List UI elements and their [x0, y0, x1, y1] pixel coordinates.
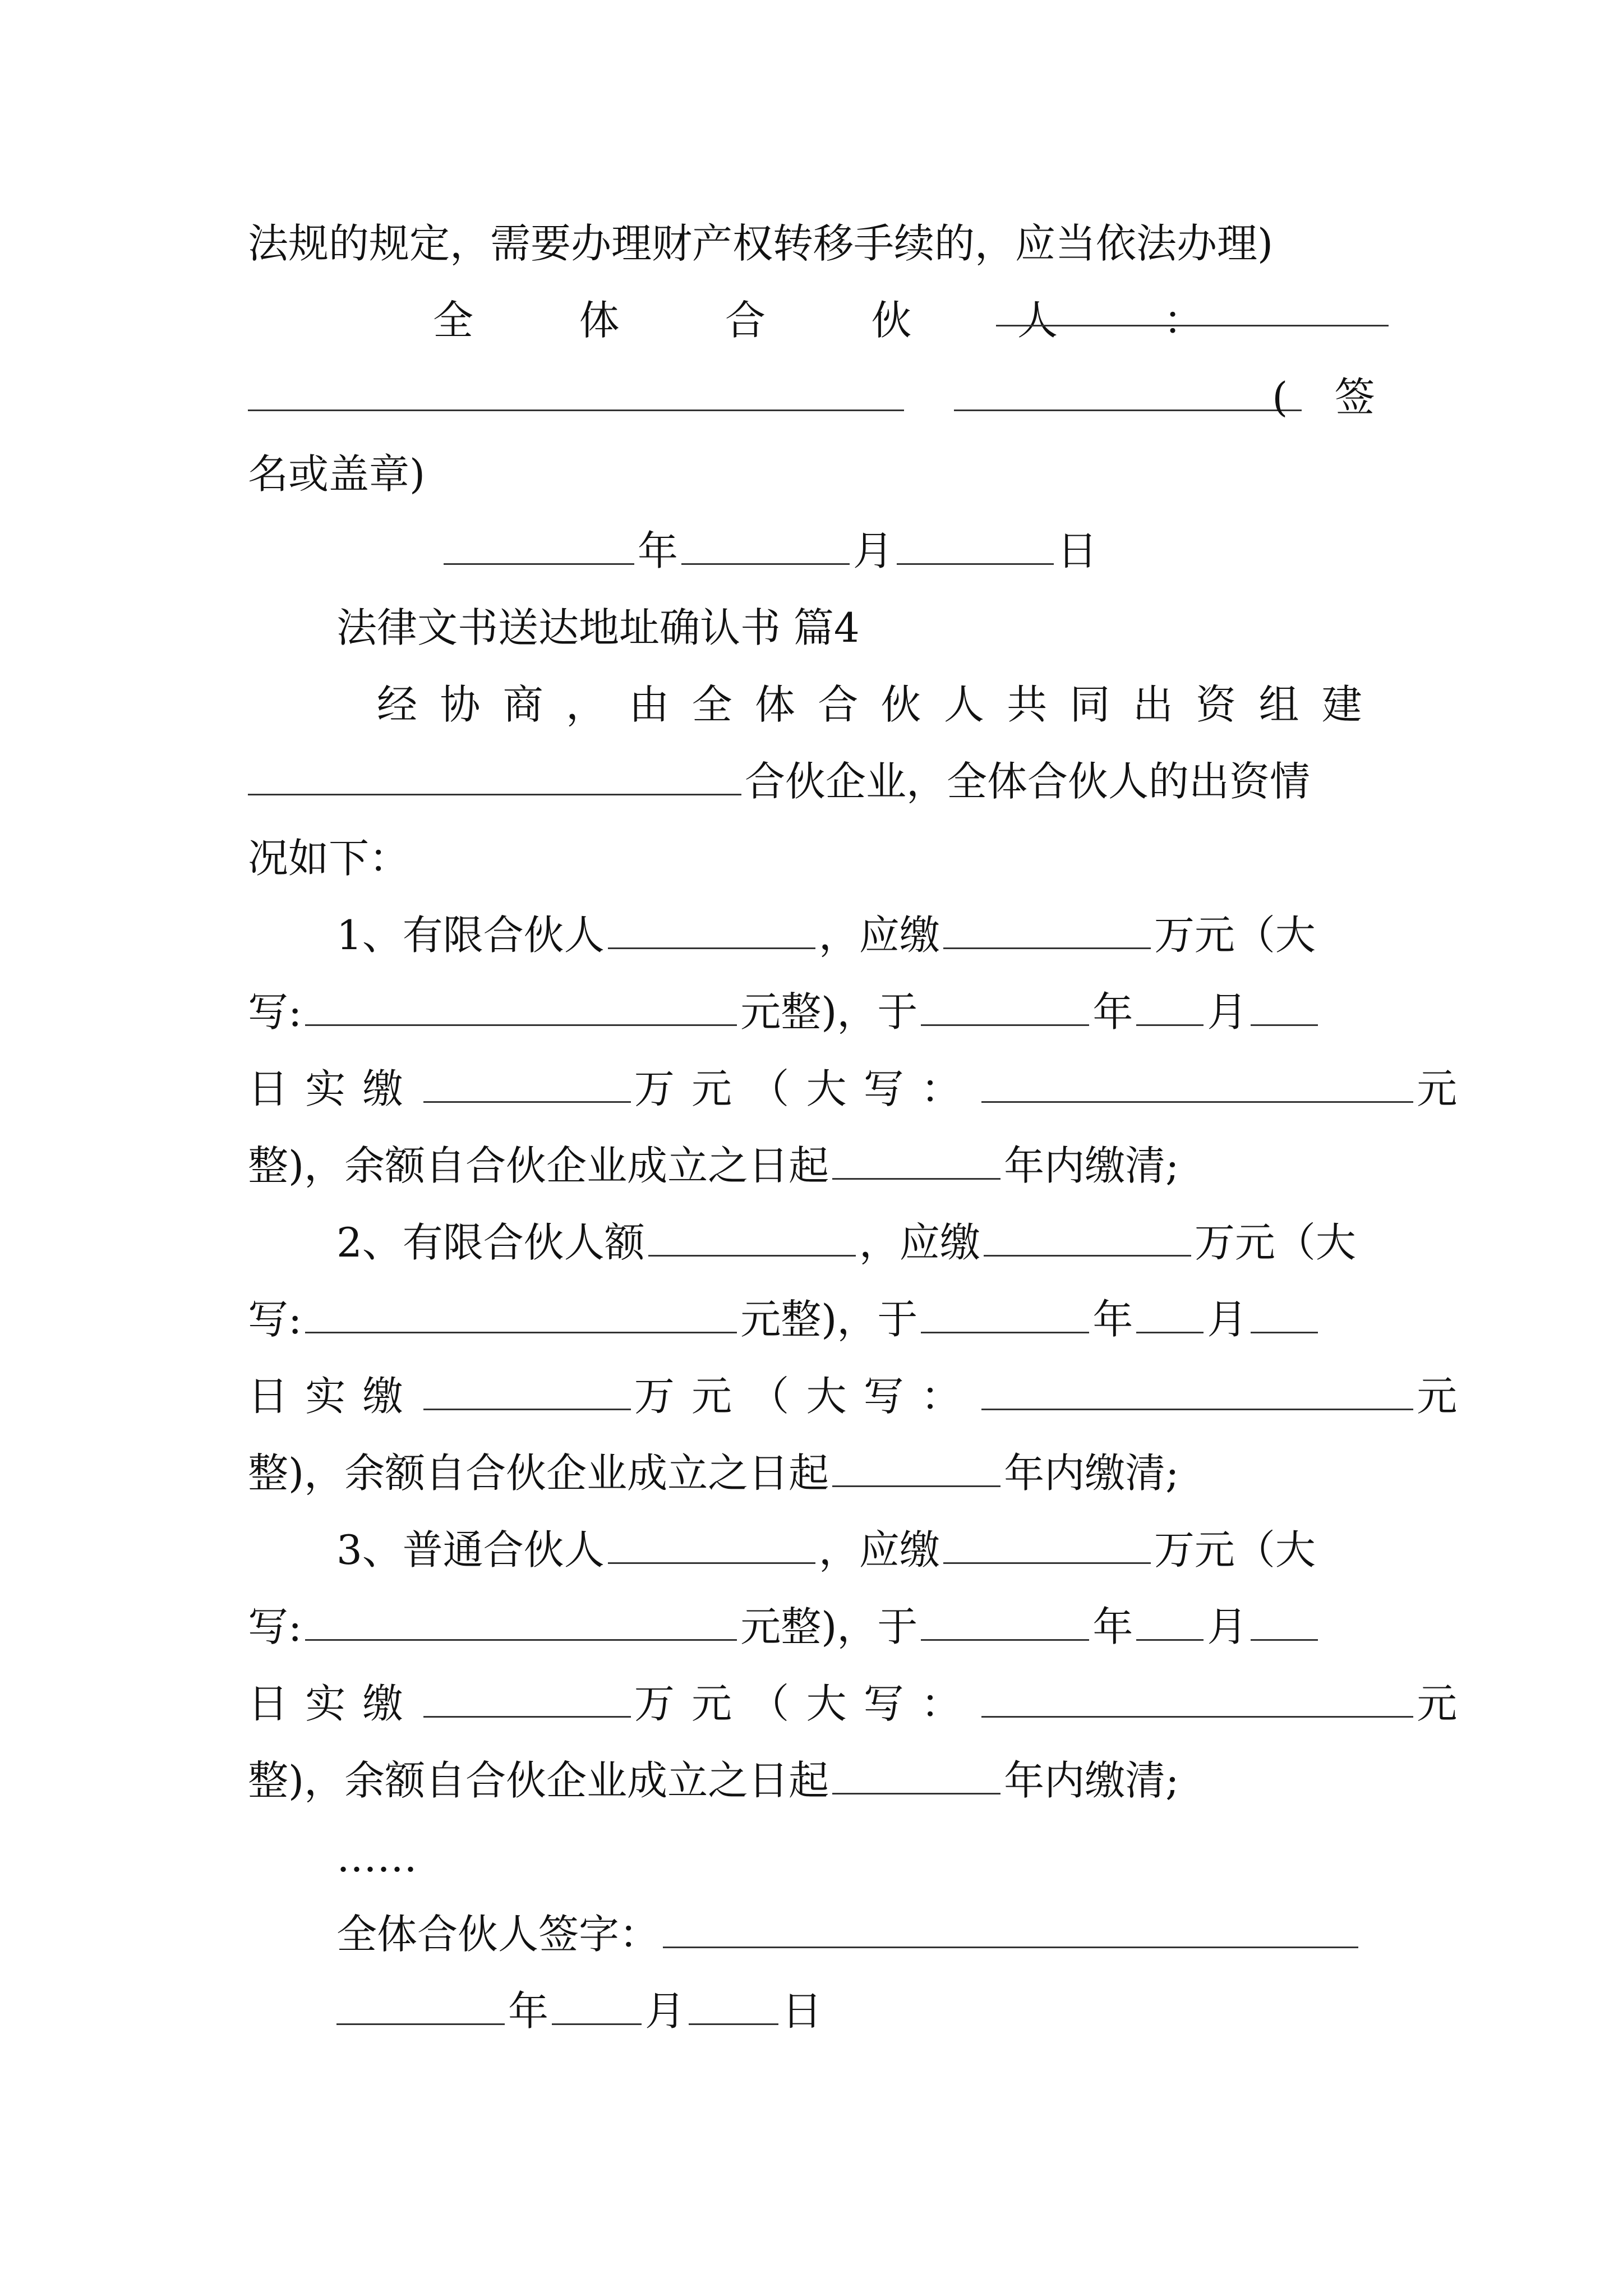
item1-wan-da-xie: 万元（大写：: [634, 1065, 979, 1112]
item3-line4: [248, 1742, 1392, 1819]
ellipsis-line: [248, 1819, 1392, 1895]
item1-partner-blank[interactable]: [608, 905, 815, 949]
item2-year: 年: [1092, 1296, 1133, 1343]
item3-paid-capital-blank[interactable]: [981, 1673, 1413, 1718]
item2-day-blank[interactable]: [1251, 1289, 1318, 1333]
item1-amount-blank[interactable]: [943, 905, 1151, 949]
final-month-blank[interactable]: [552, 1981, 642, 2025]
item2-year-within: 年内缴清;: [1004, 1450, 1179, 1497]
item3-month-blank[interactable]: [1136, 1596, 1204, 1641]
item1-paid-blank[interactable]: [423, 1059, 631, 1103]
day-blank-1[interactable]: [897, 521, 1054, 565]
item2-paid-capital-blank[interactable]: [981, 1366, 1413, 1410]
item2-month-blank[interactable]: [1136, 1289, 1204, 1333]
item2-paid-blank[interactable]: [423, 1366, 631, 1410]
item1-capital-blank[interactable]: [305, 982, 737, 1026]
ellipsis: ……: [336, 1834, 417, 1881]
item2-paid: 日实缴: [248, 1373, 420, 1420]
sign-or-seal: 名或盖章): [248, 450, 426, 498]
final-day-blank[interactable]: [689, 1981, 778, 2025]
date-line-1: [248, 513, 1392, 589]
partners-line: [248, 282, 1392, 358]
item3-day-blank[interactable]: [1251, 1596, 1318, 1641]
item3-paid-blank[interactable]: [423, 1673, 631, 1718]
law-clause-end: 法规的规定，需要办理财产权转移手续的，应当依法办理): [248, 220, 1274, 267]
item1-paid: 日实缴: [248, 1065, 420, 1112]
item2-prefix: 2、有限合伙人额: [336, 1219, 645, 1266]
item1-day-blank[interactable]: [1251, 982, 1318, 1026]
item1-years-blank[interactable]: [832, 1135, 1000, 1180]
item3-capital-blank[interactable]: [305, 1596, 737, 1641]
month-blank-1[interactable]: [681, 521, 850, 565]
sign-paren: ( 签: [1272, 374, 1392, 421]
item2-amount-blank[interactable]: [984, 1212, 1191, 1257]
item1-month-blank[interactable]: [1136, 982, 1204, 1026]
item1-line4: [248, 1128, 1392, 1204]
final-month: 月: [645, 1987, 686, 2035]
final-day: 日: [782, 1987, 823, 2035]
item1-line3: [248, 1051, 1458, 1127]
item1-line2: [248, 974, 1392, 1050]
item2-due: ，应缴: [859, 1219, 980, 1266]
item1-year-within: 年内缴清;: [1004, 1142, 1179, 1189]
year-label: 年: [637, 527, 678, 574]
intro-line-2: [248, 743, 1392, 820]
item2-wan-da-xie: 万元（大写：: [634, 1373, 979, 1420]
item3-paid: 日实缴: [248, 1680, 420, 1727]
item1-due: ，应缴: [818, 912, 940, 959]
item2-line2: [248, 1281, 1392, 1358]
item2-xie: 写:: [248, 1296, 302, 1343]
partners-blank[interactable]: [996, 282, 1389, 326]
signature-line: [248, 359, 1392, 435]
intro-text-c: 况如下：: [248, 835, 410, 882]
item1-xie: 写:: [248, 988, 302, 1036]
signature-blank-1[interactable]: [248, 367, 904, 411]
intro-line-3: [248, 820, 1392, 896]
item3-year-within: 年内缴清;: [1004, 1757, 1179, 1804]
date-line-2: [248, 1973, 1392, 2049]
all-sign-line: [248, 1896, 1392, 1972]
item1-rest: 整)，余额自合伙企业成立之日起: [248, 1142, 829, 1189]
item2-line1: [248, 1204, 1392, 1281]
item3-year: 年: [1092, 1603, 1133, 1650]
item1-year-blank[interactable]: [921, 982, 1089, 1026]
text-line-law: [248, 205, 1392, 282]
item2-capital-blank[interactable]: [305, 1289, 737, 1333]
item1-yuan-zheng: 元整)，于: [740, 988, 918, 1036]
final-year-blank[interactable]: [336, 1981, 505, 2025]
intro-text-a: 经协商，由全体合伙人共同出资组建: [377, 681, 1385, 728]
item1-yuan: 元: [1417, 1065, 1458, 1112]
item3-month: 月: [1207, 1603, 1248, 1650]
final-year: 年: [508, 1987, 549, 2035]
item2-partner-blank[interactable]: [648, 1212, 856, 1257]
item3-yuan-zheng: 元整)，于: [740, 1603, 918, 1650]
item3-rest: 整)，余额自合伙企业成立之日起: [248, 1757, 829, 1804]
item3-line1: [248, 1512, 1392, 1588]
item2-years-blank[interactable]: [832, 1443, 1000, 1487]
item1-wan: 万元（大: [1154, 912, 1316, 959]
item3-xie: 写:: [248, 1603, 302, 1650]
month-label: 月: [852, 527, 893, 574]
item1-month: 月: [1207, 988, 1248, 1036]
sign-tail-line: [248, 436, 1392, 512]
all-partners-sign-blank[interactable]: [663, 1904, 1358, 1948]
item3-years-blank[interactable]: [832, 1750, 1000, 1795]
item2-yuan: 元: [1417, 1373, 1458, 1420]
item2-year-blank[interactable]: [921, 1289, 1089, 1333]
item2-rest: 整)，余额自合伙企业成立之日起: [248, 1450, 829, 1497]
section-title-line: [248, 590, 1392, 666]
all-partners-sign-label: 全体合伙人签字：: [336, 1911, 660, 1958]
intro-line-1: [248, 666, 1392, 743]
item1-paid-capital-blank[interactable]: [981, 1059, 1413, 1103]
partners-label: 全 体 合 伙 人 ：: [433, 297, 1251, 344]
item2-line3: [248, 1358, 1458, 1434]
item3-wan: 万元（大: [1154, 1526, 1316, 1573]
enterprise-name-blank[interactable]: [248, 751, 741, 795]
item3-prefix: 3、普通合伙人: [336, 1526, 605, 1573]
item1-line1: [248, 897, 1392, 973]
item3-line2: [248, 1589, 1392, 1665]
signature-blank-2[interactable]: [954, 367, 1302, 411]
year-blank-1[interactable]: [444, 521, 634, 565]
day-label: 日: [1057, 527, 1098, 574]
item1-year: 年: [1092, 988, 1133, 1036]
item2-wan: 万元（大: [1194, 1219, 1356, 1266]
item2-line4: [248, 1435, 1392, 1511]
item2-month: 月: [1207, 1296, 1248, 1343]
item3-partner-blank[interactable]: [608, 1520, 815, 1564]
item2-yuan-zheng: 元整)，于: [740, 1296, 918, 1343]
item3-year-blank[interactable]: [921, 1596, 1089, 1641]
item3-amount-blank[interactable]: [943, 1520, 1151, 1564]
item3-line3: [248, 1665, 1458, 1742]
section-title: 法律文书送达地址确认书 篇4: [336, 604, 860, 651]
item3-due: ，应缴: [818, 1526, 940, 1573]
item3-yuan: 元: [1417, 1680, 1458, 1727]
item3-wan-da-xie: 万元（大写：: [634, 1680, 979, 1727]
item1-prefix: 1、有限合伙人: [336, 912, 605, 959]
intro-text-b: 合伙企业，全体合伙人的出资情: [745, 758, 1311, 805]
